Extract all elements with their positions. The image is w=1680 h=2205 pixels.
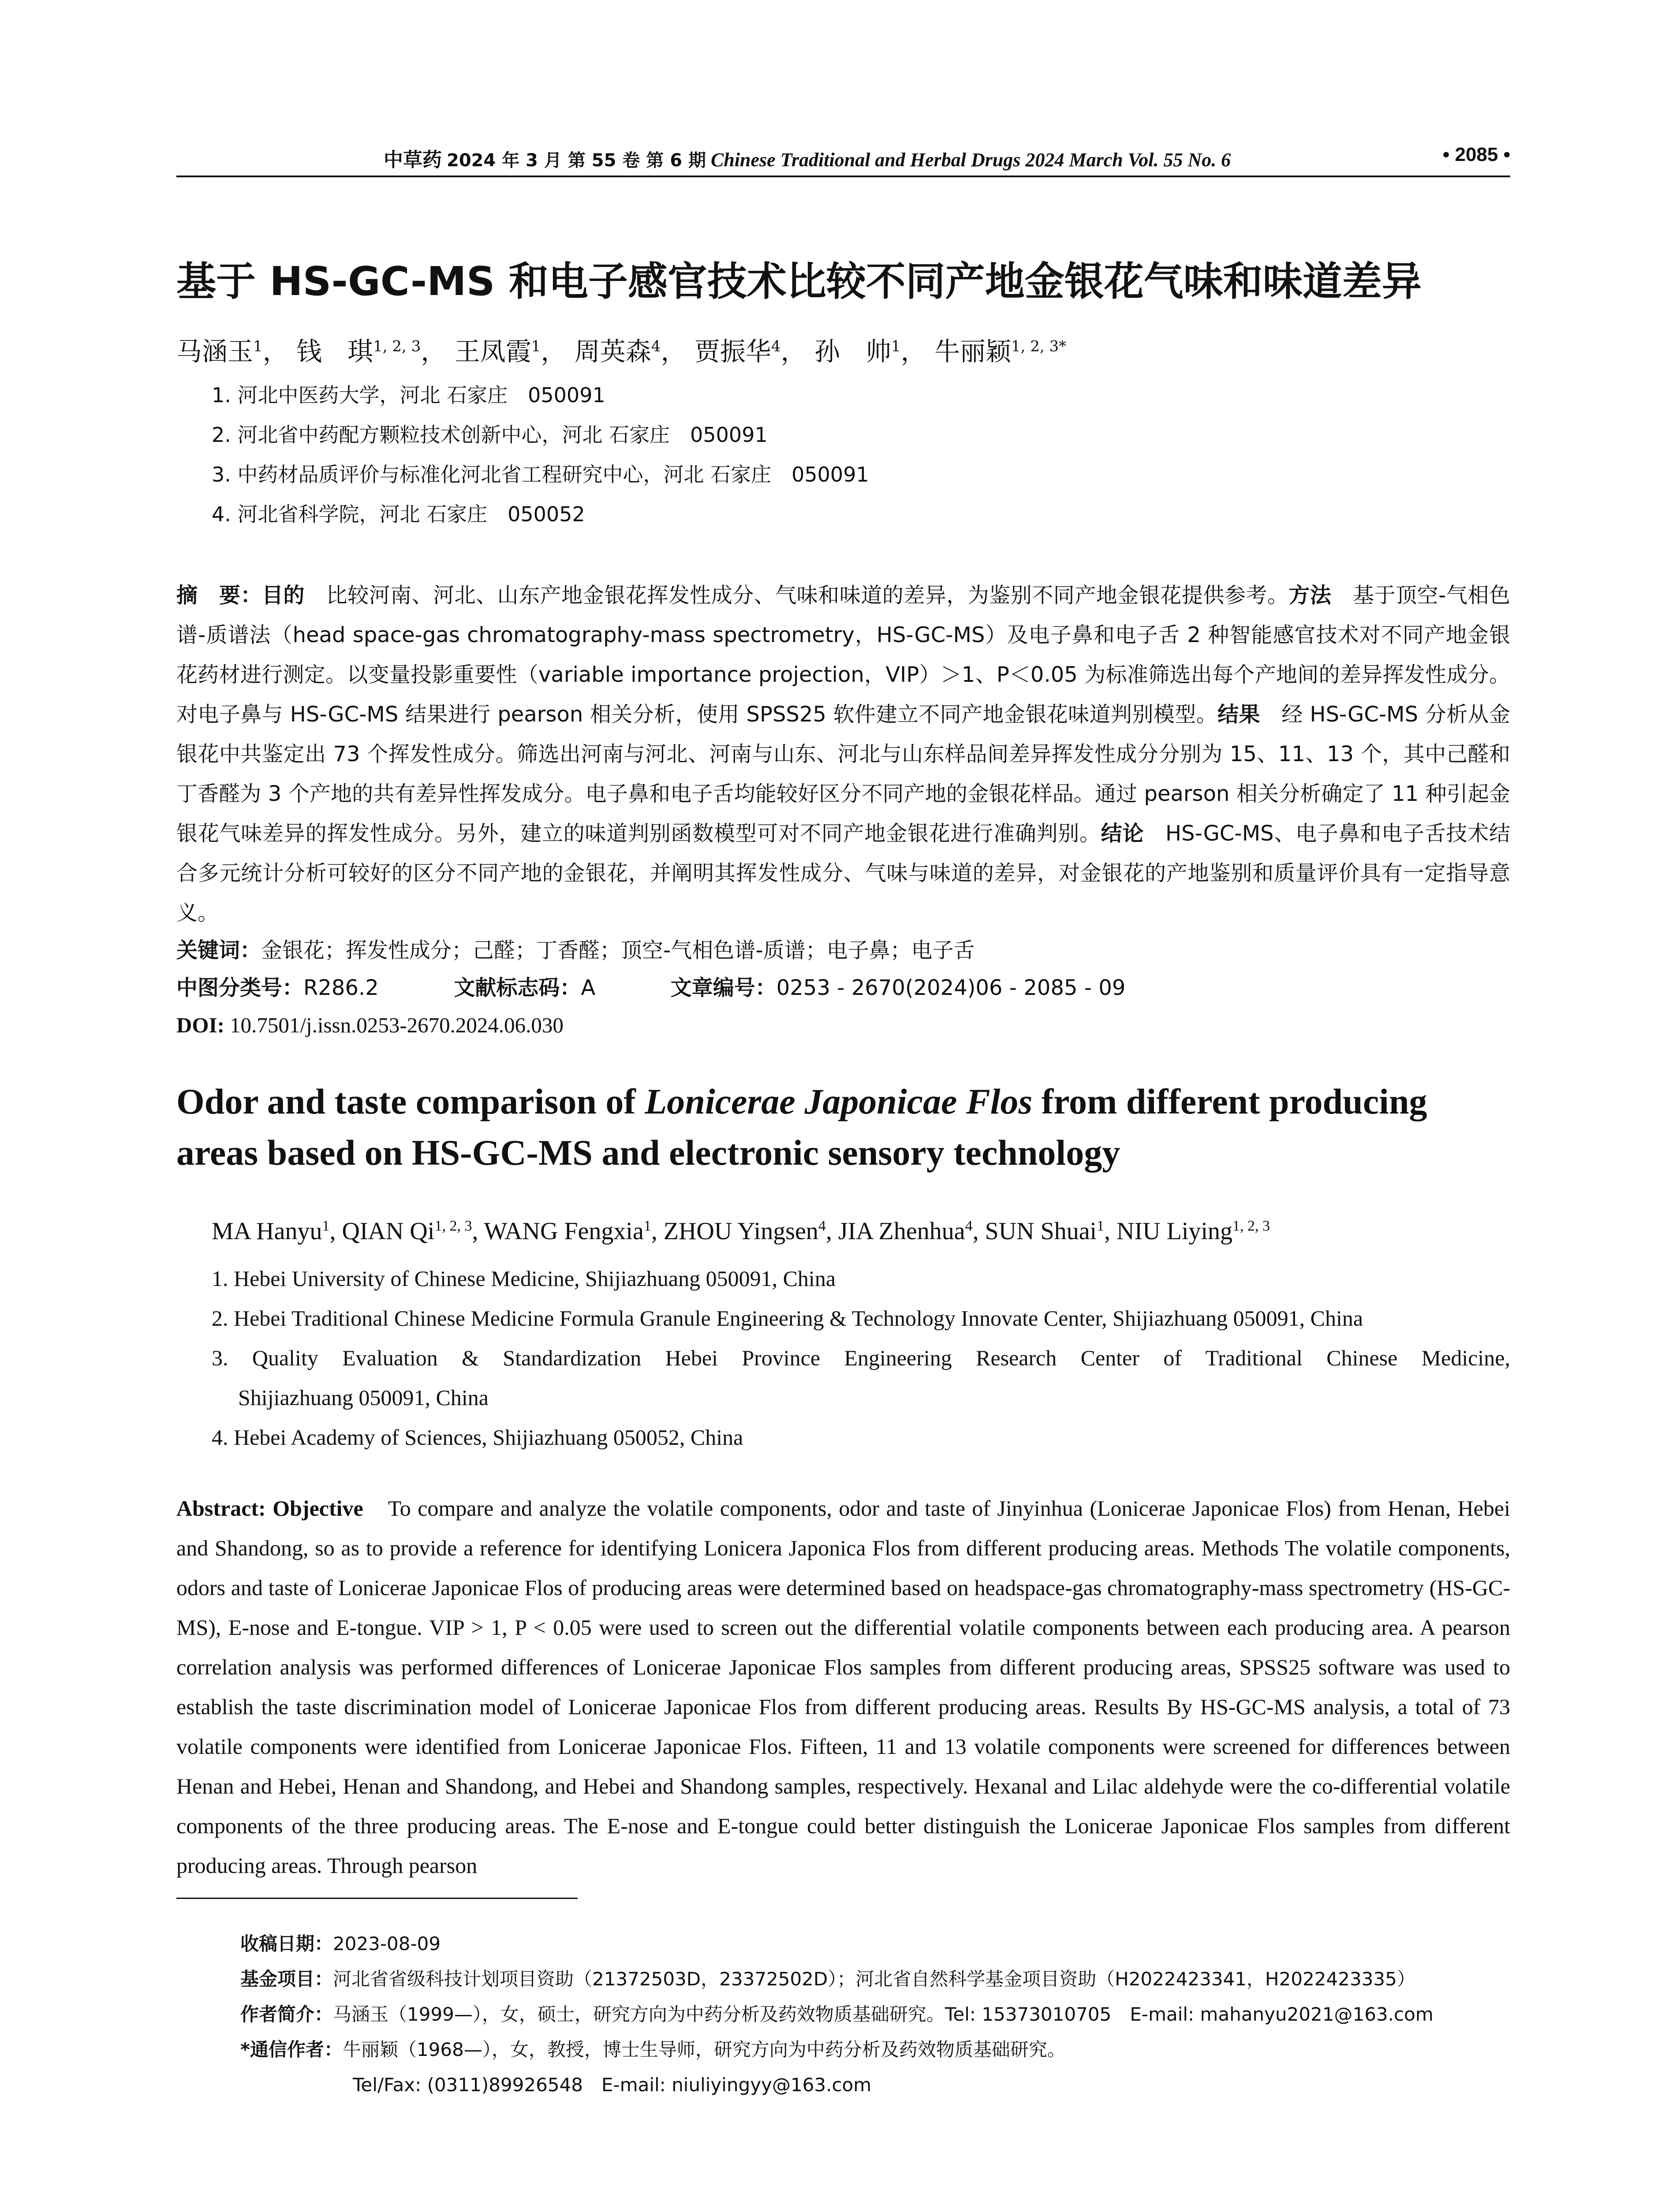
- article-no-label: 文章编号：: [670, 975, 777, 1000]
- doi-line: [176, 1008, 1510, 1043]
- clc-value: R286.2: [303, 975, 379, 1000]
- methods-label-cn: 方法: [1288, 583, 1332, 608]
- fund-value: 河北省省级科技计划项目资助（21372503D，23372502D）；河北省自然科学基金项目资助（H2022423341，H2022423335）: [333, 1968, 1415, 1990]
- author-en: JIA Zhenhua: [838, 1218, 965, 1245]
- title-en-italic: Lonicerae Japonicae Flos: [645, 1081, 1033, 1121]
- journal-name-cn: 中草药: [384, 149, 442, 171]
- author-en: WANG Fengxia: [484, 1218, 644, 1245]
- author-sup: 1, 2, 3: [373, 337, 421, 355]
- footnote-author: [240, 2000, 1434, 2026]
- doi-label: DOI:: [176, 1013, 224, 1037]
- title-en-part-b: from different producing areas based on HS-GC-MS and electronic sensory technology: [176, 1081, 1427, 1173]
- title-cn: 基于 HS-GC-MS 和电子感官技术比较不同产地金银花气味和味道差异: [176, 258, 1422, 305]
- author-sup: 1: [891, 337, 901, 355]
- footnote-corresponding: [240, 2035, 1066, 2062]
- author-info-label: 作者简介：: [240, 2003, 333, 2025]
- affiliation-cn: 3. 中药材品质评价与标准化河北省工程研究中心，河北 石家庄 050091: [212, 463, 869, 486]
- author-cn: 周英森: [574, 336, 651, 366]
- title-en-part-a: Odor and taste comparison of: [176, 1081, 645, 1121]
- article-no-value: 0253 - 2670(2024)06 - 2085 - 09: [776, 975, 1126, 1000]
- author-sup: 1: [253, 337, 263, 355]
- abstract-label-en: Abstract: Objective: [176, 1496, 363, 1521]
- doc-code-value: A: [581, 975, 596, 1000]
- abstract-en: [176, 1488, 1510, 1885]
- affiliation-cn: 4. 河北省科学院，河北 石家庄 050052: [212, 502, 585, 526]
- footnote-divider: [176, 1898, 578, 1899]
- affiliation-en: 2. Hebei Traditional Chinese Medicine Formula Granule Engineering & Technology Innovate Center, Shijiazhuang 050091, China: [212, 1306, 1363, 1330]
- issue-en: 2024 March Vol. 55 No. 6: [1025, 149, 1231, 171]
- affiliation-en: 4. Hebei Academy of Sciences, Shijiazhuang 050052, China: [212, 1425, 743, 1450]
- journal-name-en: Chinese Traditional and Herbal Drugs: [711, 149, 1021, 171]
- affiliation-en: 3. Quality Evaluation & Standardization Hebei Province Engineering Research Center of Traditional Chinese Medicine,: [212, 1345, 1510, 1370]
- author-en: QIAN Qi: [342, 1218, 435, 1245]
- author-en: ZHOU Yingsen: [663, 1218, 818, 1245]
- author-sup: 4: [651, 337, 661, 355]
- author-sup: 1: [1097, 1218, 1105, 1234]
- author-en: MA Hanyu: [212, 1218, 322, 1245]
- abstract-cn: [176, 576, 1510, 933]
- abstract-label-cn: 摘 要：: [176, 583, 262, 608]
- author-sup: 1, 2, 3: [1232, 1218, 1270, 1234]
- title-en: [176, 1076, 1510, 1178]
- issue-cn: 2024 年 3 月 第 55 卷 第 6 期: [447, 150, 706, 171]
- author-sup: 1, 2, 3: [434, 1218, 472, 1234]
- corr-value: 牛丽颖（1968—），女，教授，博士生导师，研究方向为中药分析及药效物质基础研究。: [342, 2039, 1066, 2060]
- author-sup: 1: [322, 1218, 330, 1234]
- received-value: 2023-08-09: [333, 1933, 441, 1955]
- author-sup: 4: [771, 337, 781, 355]
- clc-label: 中图分类号：: [176, 975, 304, 1000]
- footnote-fund: [240, 1965, 1415, 1991]
- results-cn: 经 HS-GC-MS 分析从金银花中共鉴定出 73 个挥发性成分。筛选出河南与河北、河南与山东、河北与山东样品间差异挥发性成分分别为 15、11、13 个，其中己醛和丁香醛为 3 个产地的共有差异性挥发成分。电子鼻和电子舌均能较好区分不同产地的金银花样品。通过 pearson 相关分析确定了 11 种引起金银花气味差异的挥发性成分。另外，建立的味道判别函数模型可对不同产地金银花进行准确判别。: [176, 702, 1510, 846]
- conclusion-label-cn: 结论: [1101, 821, 1144, 846]
- keywords-cn: [176, 933, 1510, 968]
- received-label: 收稿日期：: [240, 1933, 333, 1955]
- conclusion-cn: HS-GC-MS、电子鼻和电子舌技术结合多元统计分析可较好的区分不同产地的金银花，并阐明其挥发性成分、气味与味道的差异，对金银花的产地鉴别和质量评价具有一定指导意义。: [176, 821, 1510, 925]
- affiliation-en: 1. Hebei University of Chinese Medicine, Shijiazhuang 050091, China: [212, 1266, 836, 1291]
- page-number: • 2085 •: [1442, 144, 1510, 165]
- author-info-value: 马涵玉（1999—），女，硕士，研究方向为中药分析及药效物质基础研究。Tel: 15373010705 E-mail: mahanyu2021@163.com: [333, 2003, 1434, 2025]
- journal-line: [384, 144, 1231, 172]
- authors-cn: 马涵玉$^1$， 钱 琪$^{1, 2, 3}$， 王凤霞$^1$， 周英森$^4$， 贾振华$^4$， 孙 帅$^1$， 牛丽颖$^{1, 2, 3*}$: [176, 336, 1067, 366]
- author-en: NIU Liying: [1116, 1218, 1233, 1245]
- author-cn: 马涵玉: [176, 336, 254, 366]
- affiliation-cn: 2. 河北省中药配方颗粒技术创新中心，河北 石家庄 050091: [212, 423, 768, 447]
- doc-code-label: 文献标志码：: [454, 975, 581, 1000]
- author-cn: 牛丽颖: [934, 336, 1012, 366]
- authors-en: MA Hanyu$^1$, QIAN Qi$^{1, 2, 3}$, WANG Fengxia$^1$, ZHOU Yingsen$^4$, JIA Zhenhua$^4$, SUN Shuai$^1$, NIU Liying$^{1, 2, 3}$: [212, 1218, 1270, 1245]
- fund-label: 基金项目：: [240, 1968, 333, 1990]
- footnote-corr-contact: Tel/Fax: (0311)89926548 E-mail: niuliyingyy@163.com: [353, 2074, 872, 2096]
- abstract-text-en: To compare and analyze the volatile components, odor and taste of Jinyinhua (Lonicerae Japonicae Flos) from Henan, Hebei and Shandong, so as to provide a reference for identifying Lonicera Japonica Flos from different producing areas. Methods The volatile components, odors and taste of Lonicerae Japonicae Flos of producing areas were determined based on headspace-gas chromatography-mass spectrometry (HS-GC-MS), E-nose and E-tongue. VIP > 1, P < 0.05 were used to screen out the differential volatile components between each producing area. A pearson correlation analysis was performed differences of Lonicerae Japonicae Flos samples from different producing areas, SPSS25 software was used to establish the taste discrimination model of Lonicerae Japonicae Flos from different producing areas. Results By HS-GC-MS analysis, a total of 73 volatile components were identified from Lonicerae Japonicae Flos. Fifteen, 11 and 13 volatile components were screened for differences between Henan and Hebei, Henan and Shandong, and Hebei and Shandong samples, respectively. Hexanal and Lilac aldehyde were the co-differential volatile components of the three producing areas. The E-nose and E-tongue could better distinguish the Lonicerae Japonicae Flos samples from different producing areas. Through pearson: [176, 1496, 1510, 1878]
- corr-label: *通信作者：: [240, 2039, 343, 2060]
- author-sup: 1, 2, 3*: [1011, 337, 1067, 355]
- keywords-label-cn: 关键词：: [176, 938, 261, 963]
- author-sup: 4: [818, 1218, 826, 1234]
- objective-cn: 比较河南、河北、山东产地金银花挥发性成分、气味和味道的差异，为鉴别不同产地金银花提供参考。: [326, 583, 1289, 608]
- author-cn: 王凤霞: [454, 336, 531, 366]
- author-cn: 钱 琪: [296, 336, 373, 366]
- objective-label-cn: 目的: [262, 583, 305, 608]
- author-sup: 1: [643, 1218, 651, 1234]
- keywords-text-cn: 金银花；挥发性成分；己醛；丁香醛；顶空-气相色谱-质谱；电子鼻；电子舌: [261, 938, 975, 963]
- affiliation-en-cont: Shijiazhuang 050091, China: [238, 1385, 489, 1410]
- doi-value: 10.7501/j.issn.0253-2670.2024.06.030: [230, 1013, 564, 1037]
- running-header: [176, 140, 1510, 177]
- author-sup: 1: [531, 337, 541, 355]
- footnote-received: [240, 1929, 441, 1956]
- author-en: SUN Shuai: [985, 1218, 1097, 1245]
- author-cn: 孙 帅: [814, 336, 891, 366]
- author-sup: 4: [965, 1218, 973, 1234]
- author-cn: 贾振华: [694, 336, 771, 366]
- methods-cn: 基于顶空-气相色谱-质谱法（head space-gas chromatography-mass spectrometry，HS-GC-MS）及电子鼻和电子舌 2 种智能感官技术对不同产地金银花药材进行测定。以变量投影重要性（variable importance projection，VIP）＞1、P＜0.05 为标准筛选出每个产地间的差异挥发性成分。对电子鼻与 HS-GC-MS 结果进行 pearson 相关分析，使用 SPSS25 软件建立不同产地金银花味道判别模型。: [176, 583, 1510, 727]
- results-label-cn: 结果: [1217, 702, 1260, 727]
- classification-line: [176, 970, 1510, 1005]
- affiliation-cn: 1. 河北中医药大学，河北 石家庄 050091: [212, 383, 605, 407]
